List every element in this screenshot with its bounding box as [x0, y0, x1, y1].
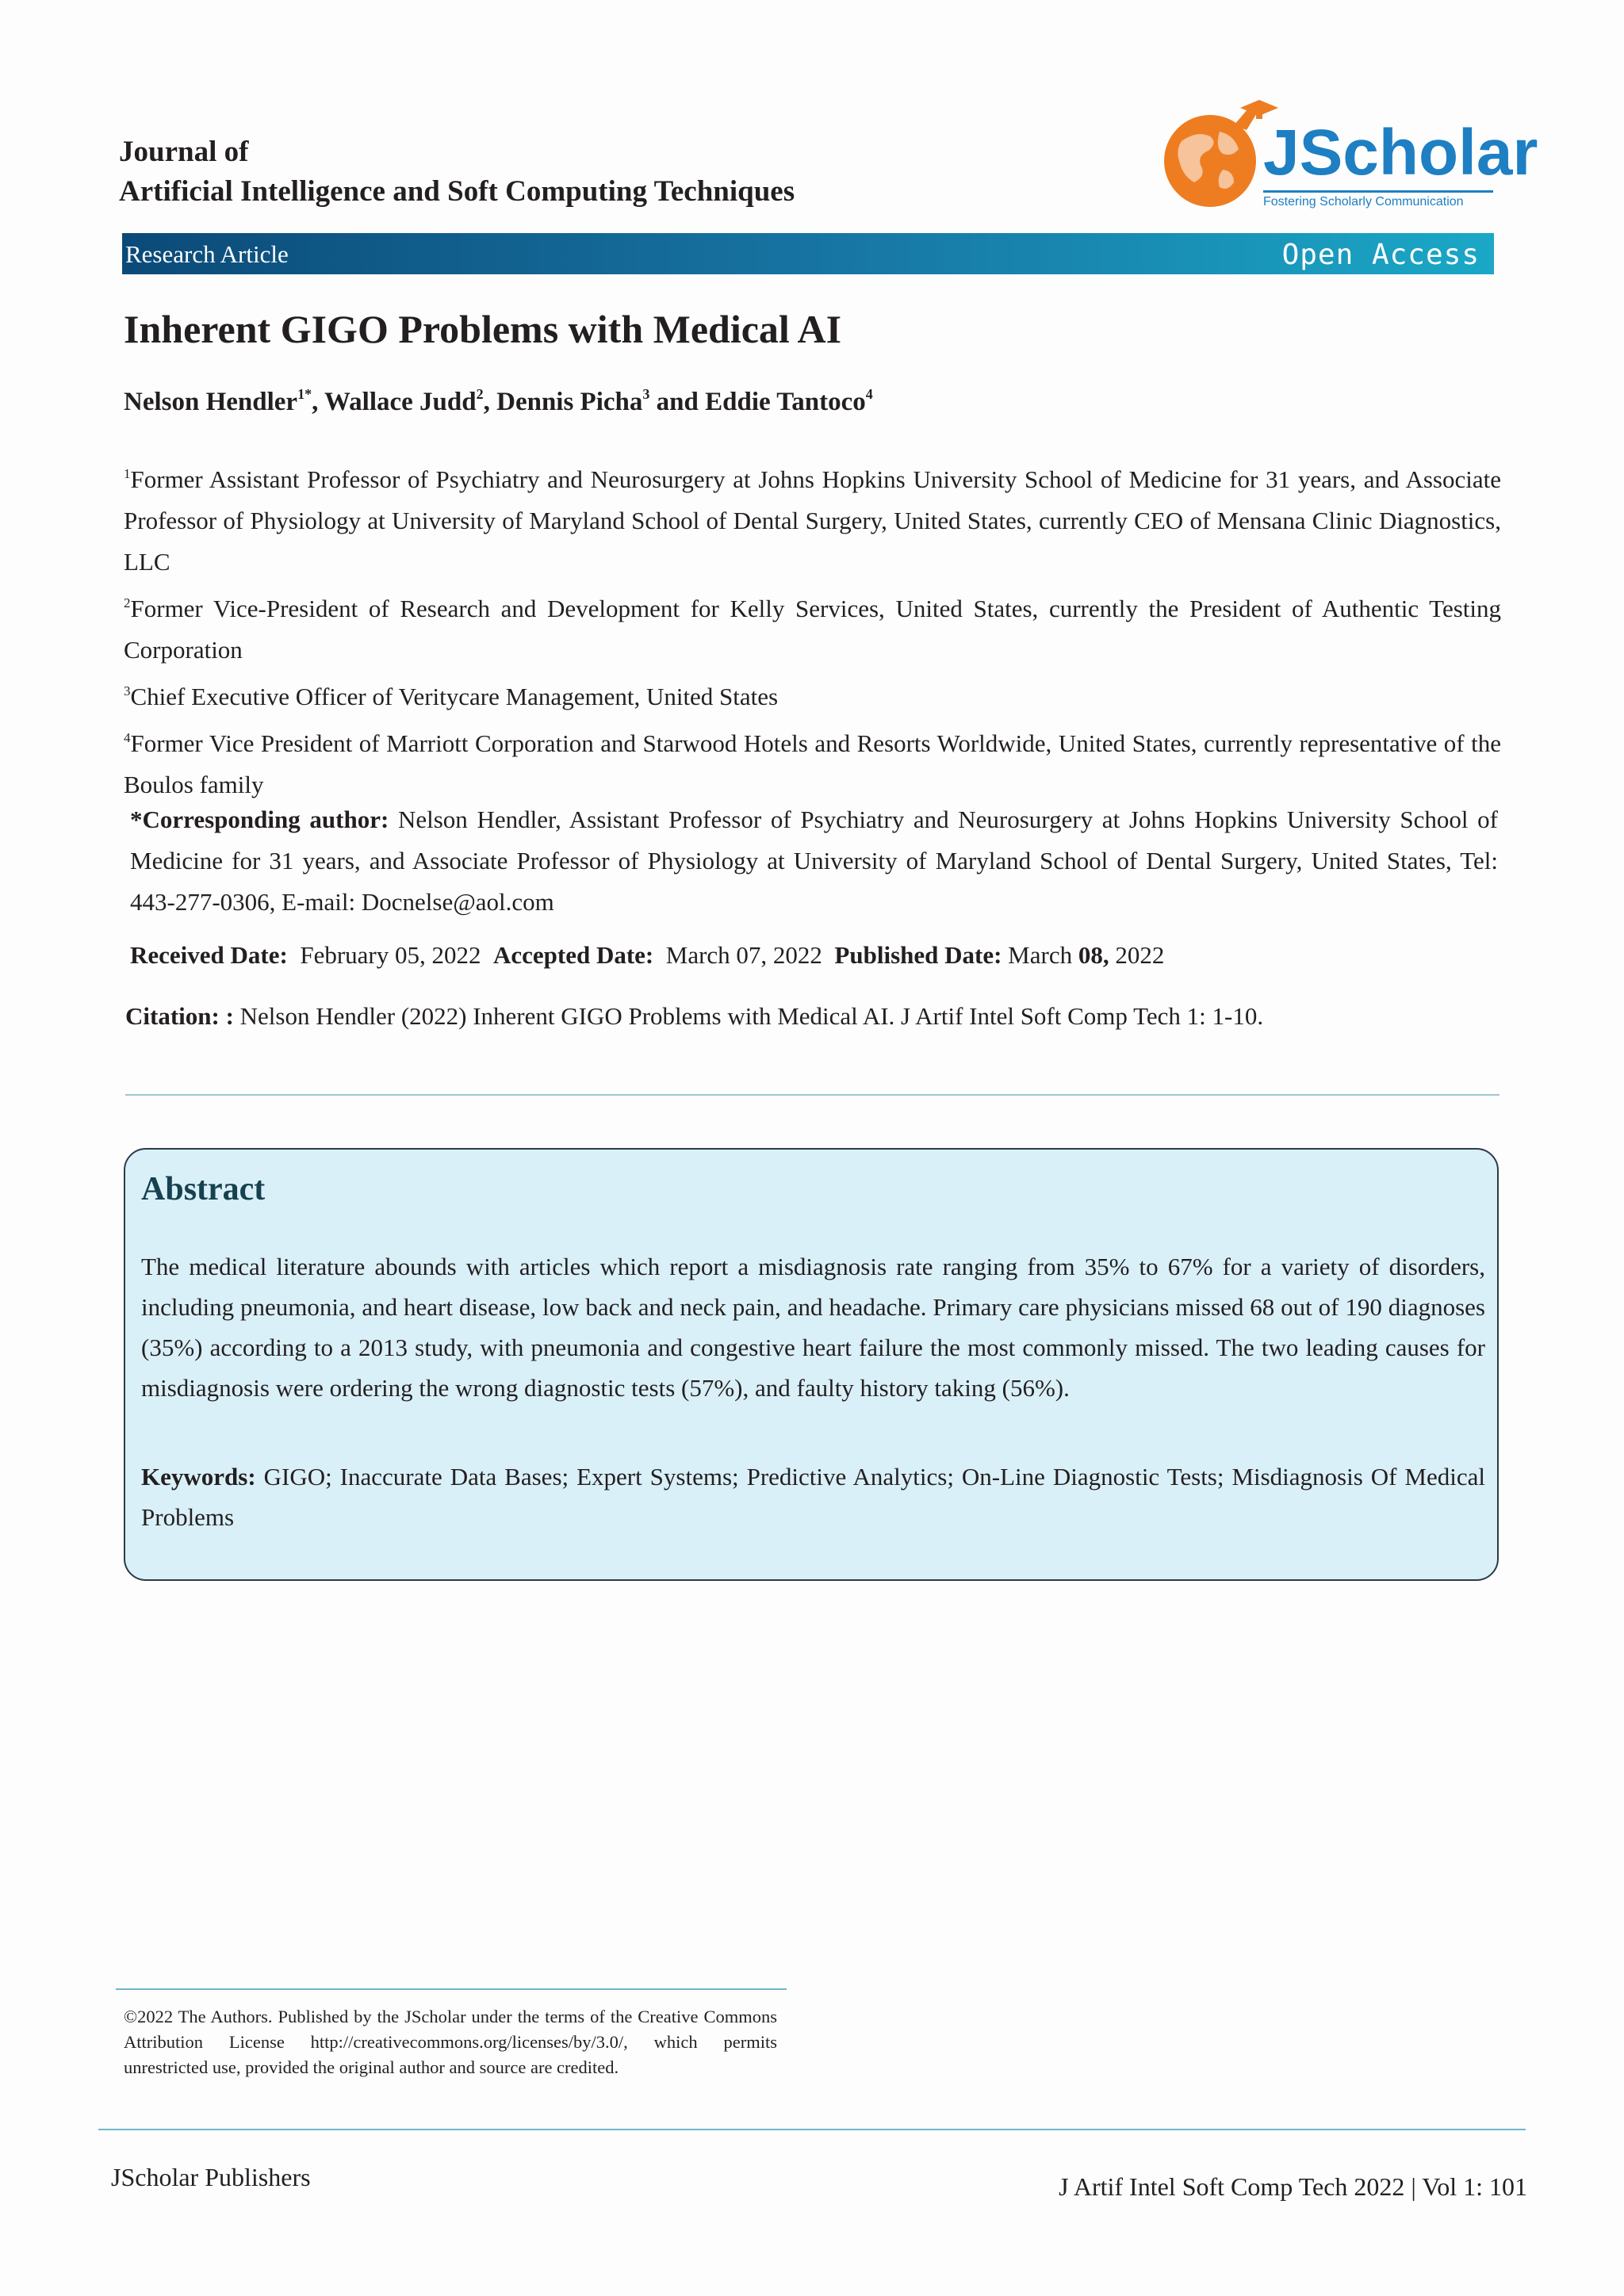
accepted-label: Accepted Date:: [492, 941, 654, 969]
author-name: Dennis Picha: [496, 388, 643, 416]
received-label: Received Date:: [130, 941, 288, 969]
affiliation-number: 1: [124, 466, 131, 481]
citation-text: Nelson Hendler (2022) Inherent GIGO Problems with Medical AI. J Artif Intel Soft Comp Tech 1: 1-10.: [239, 1002, 1264, 1030]
author-name: Eddie Tantoco: [705, 388, 866, 416]
affiliation-item: [124, 583, 1501, 671]
affiliation-list: [124, 453, 1501, 806]
published-label: Published Date:: [834, 941, 1002, 969]
affiliation-text: Former Vice-President of Research and Development for Kelly Services, United States, currently the President of Authentic Testing Corporation: [124, 595, 1501, 664]
open-access-label: Open Access: [1281, 239, 1480, 271]
journal-name-line2: Artificial Intelligence and Soft Computing Techniques: [119, 175, 795, 208]
accepted-date: March 07, 2022: [665, 941, 822, 969]
affiliation-item: [124, 453, 1501, 583]
logo-tagline: Fostering Scholarly Communication: [1263, 195, 1464, 209]
logo-underline: [1263, 190, 1493, 193]
published-year: 2022: [1115, 941, 1165, 969]
affiliation-text: Chief Executive Officer of Veritycare Management, United States: [130, 683, 779, 710]
journal-reference: J Artif Intel Soft Comp Tech 2022 | Vol 1: 101: [1059, 2172, 1527, 2201]
author-separator: ,: [483, 388, 497, 416]
citation: [125, 1002, 1263, 1031]
author-affiliation-number: 3: [642, 386, 650, 402]
received-date: February 05, 2022: [300, 941, 481, 969]
keywords-label: Keywords:: [141, 1463, 256, 1490]
affiliation-item: [124, 671, 1501, 718]
corresponding-author: [130, 799, 1498, 923]
article-dates: [130, 941, 1164, 970]
author-separator: ,: [312, 388, 324, 416]
article-title: Inherent GIGO Problems with Medical AI: [124, 307, 842, 351]
author-name: Nelson Hendler: [124, 388, 298, 416]
published-month: March: [1008, 941, 1073, 969]
journal-name-line1: Journal of: [119, 136, 249, 168]
author-affiliation-number: 4: [865, 386, 873, 402]
author-affiliation-number: 1*: [297, 386, 312, 402]
affiliation-text: Former Assistant Professor of Psychiatry and Neurosurgery at Johns Hopkins University School of Medicine for 31 years, and Associate Professor of Physiology at University of Maryland School of Dental Surgery, United States, currently CEO of Mensana Clinic Diagnostics, LLC: [124, 465, 1501, 576]
license-divider: [116, 1988, 787, 1990]
corresponding-label: *Corresponding author:: [130, 806, 389, 833]
publisher-name: JScholar Publishers: [111, 2163, 311, 2191]
keywords-text: GIGO; Inaccurate Data Bases; Expert Systems; Predictive Analytics; On-Line Diagnostic Tests; Misdiagnosis Of Medical Problems: [141, 1463, 1485, 1531]
affiliation-item: [124, 718, 1501, 806]
affiliation-number: 2: [124, 595, 131, 610]
author-affiliation-number: 2: [476, 386, 484, 402]
license-note: ©2022 The Authors. Published by the JScholar under the terms of the Creative Commons Attribution License http://creativecommons.org/licenses/by/3.0/, which permits unrestricted use, provided the original author and source are credited.: [124, 2007, 777, 2077]
author-list: [124, 386, 873, 417]
section-divider: [125, 1094, 1500, 1096]
affiliation-text: Former Vice President of Marriott Corporation and Starwood Hotels and Resorts Worldwide, United States, currently representative of the Boulos family: [124, 729, 1501, 798]
affiliation-number: 4: [124, 730, 131, 745]
keywords: [141, 1456, 1485, 1537]
logo-wordmark: JScholar: [1263, 117, 1538, 189]
author-name: Wallace Judd: [324, 388, 477, 416]
author-separator: and: [649, 388, 706, 416]
citation-label: Citation: :: [125, 1002, 234, 1030]
abstract-text: The medical literature abounds with articles which report a misdiagnosis rate ranging from 35% to 67% for a variety of disorders, including pneumonia, and heart disease, low back and neck pain, and headache. Primary care physicians missed 68 out of 190 diagnoses (35%) according to a 2013 study, with pneumonia and congestive heart failure the most commonly missed. The two leading causes for misdiagnosis were ordering the wrong diagnostic tests (57%), and faulty history taking (56%).: [141, 1253, 1485, 1402]
affiliation-number: 3: [124, 683, 131, 698]
abstract-heading: Abstract: [141, 1171, 266, 1207]
footer-divider: [98, 2129, 1526, 2130]
published-day: 08,: [1078, 941, 1109, 969]
corresponding-text: Nelson Hendler, Assistant Professor of Psychiatry and Neurosurgery at Johns Hopkins University School of Medicine for 31 years, and Associate Professor of Physiology at University of Maryland School of Dental Surgery, United States, Tel: 443-277-0306, E-mail: Docnelse@aol.com: [130, 806, 1498, 916]
article-type-label: Research Article: [125, 240, 289, 268]
